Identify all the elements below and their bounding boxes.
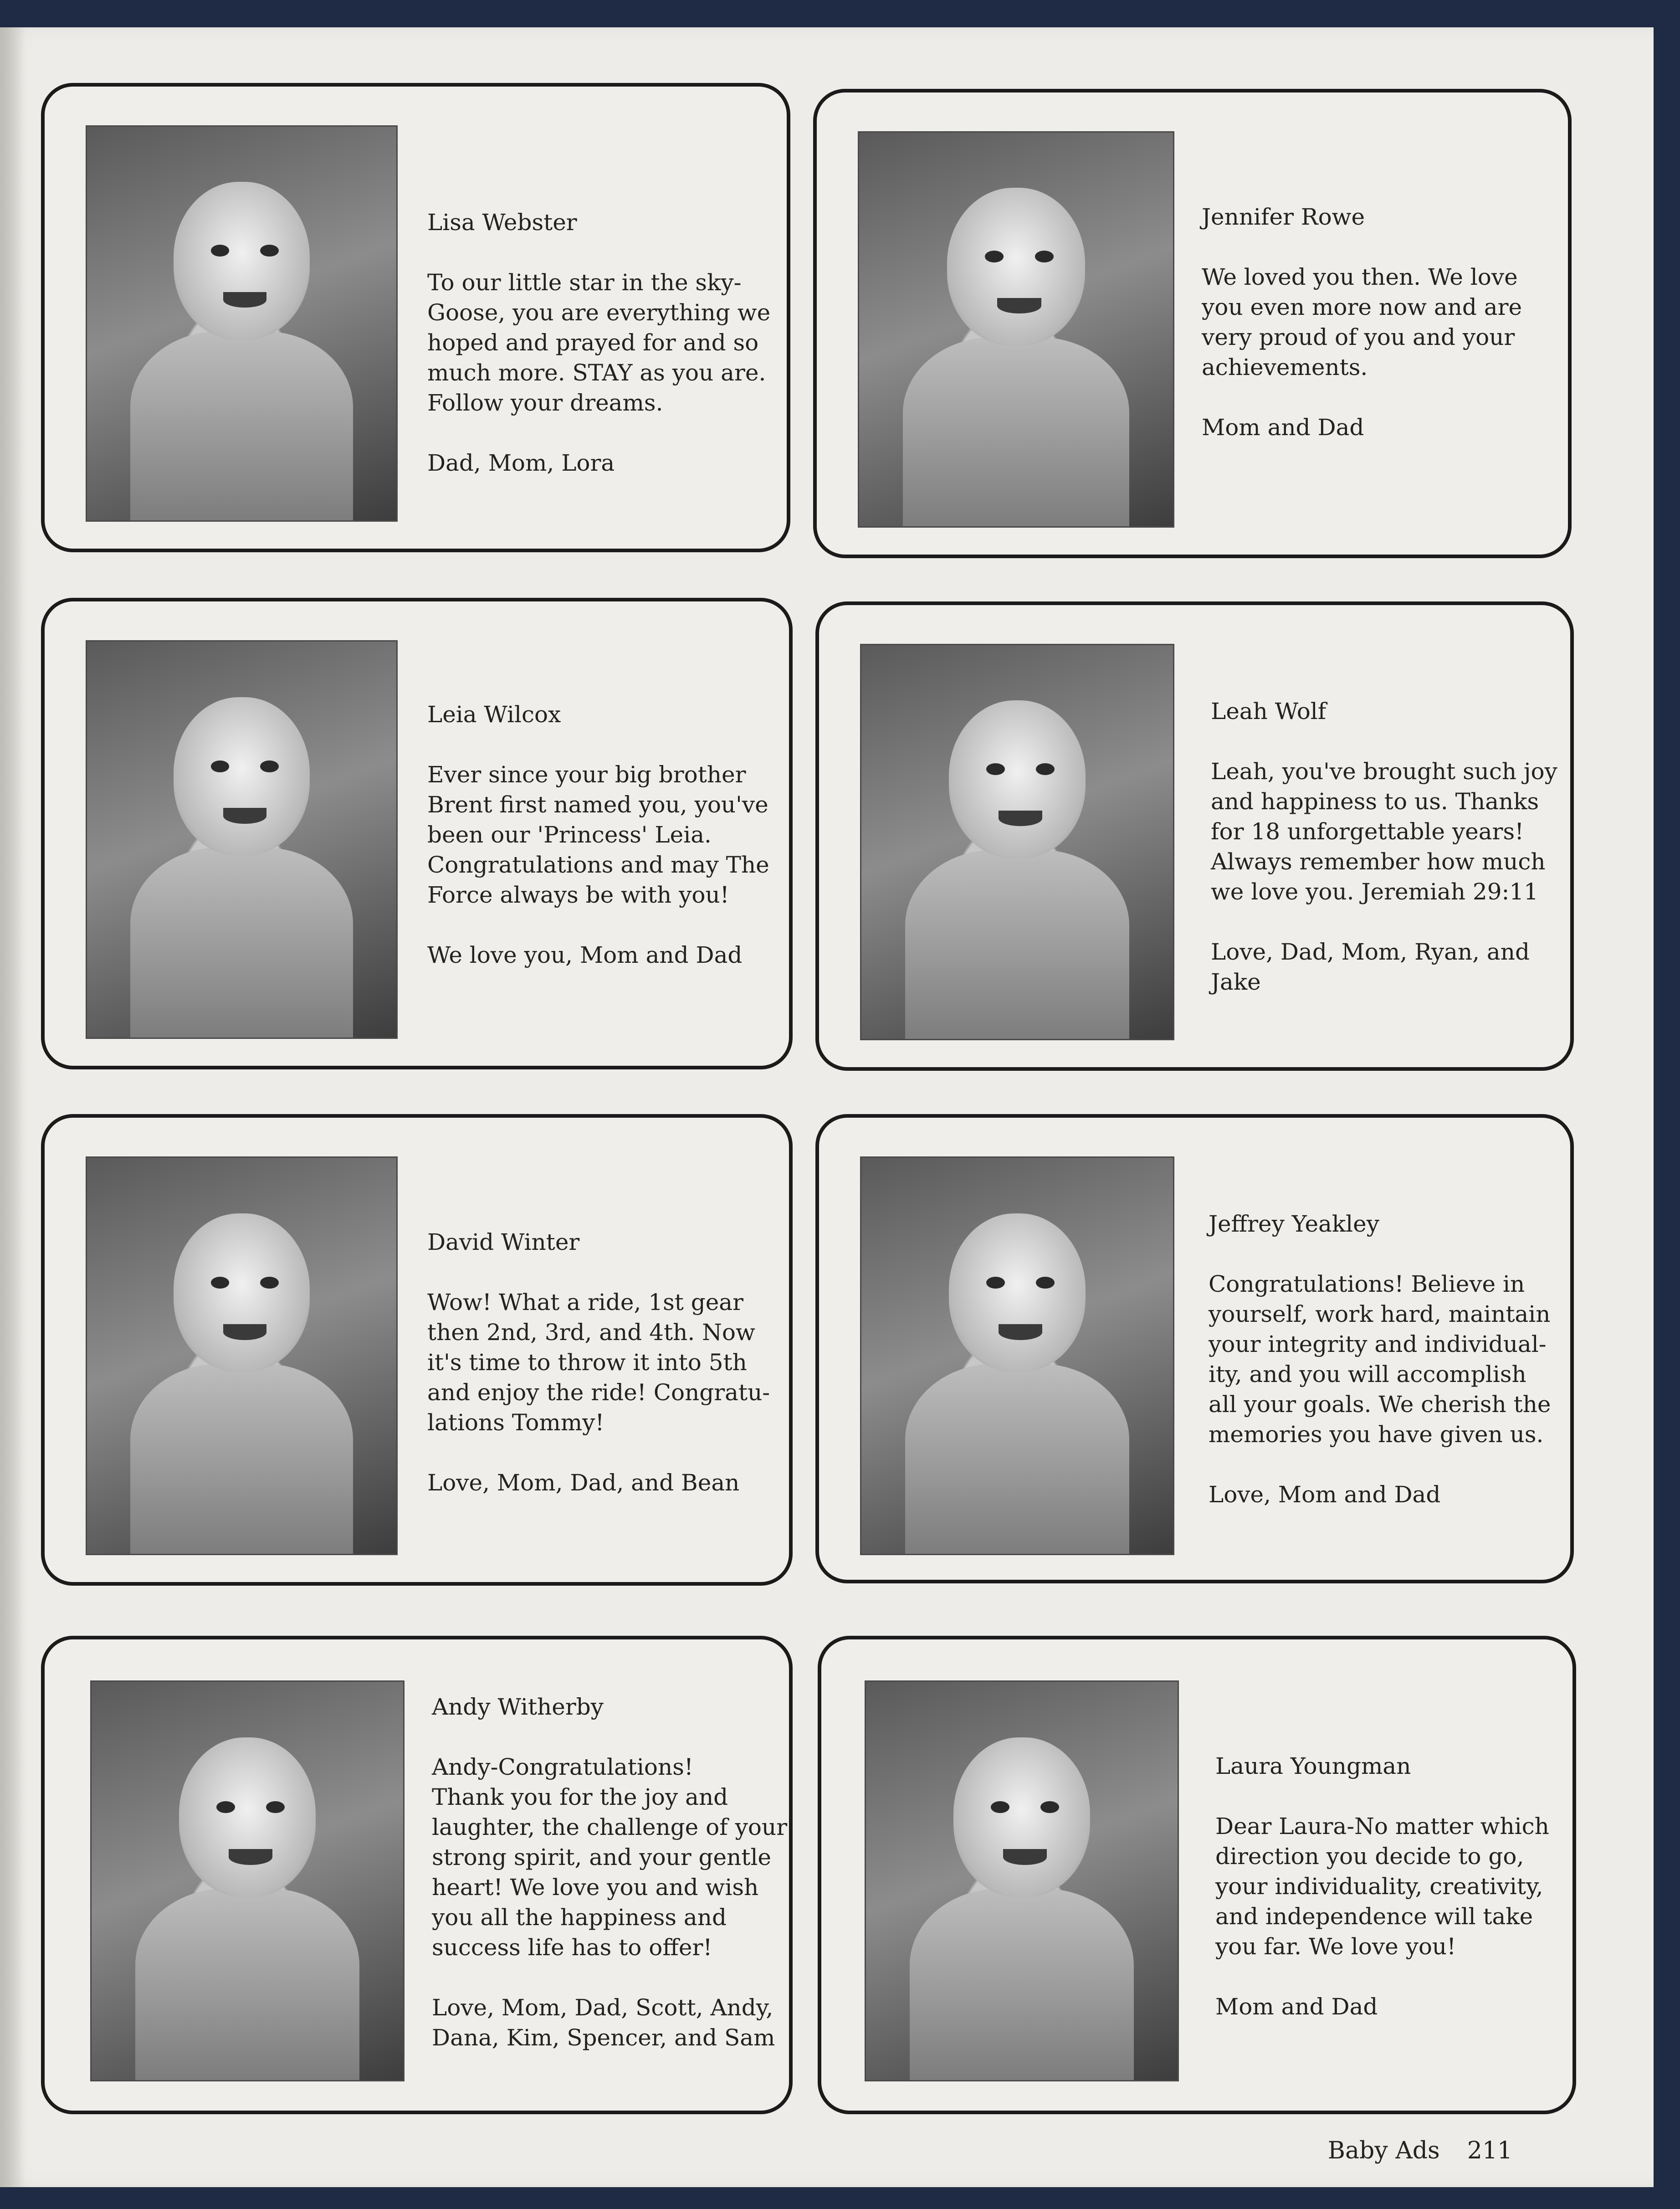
baby-ad-card [815, 1114, 1574, 1583]
baby-photo [860, 644, 1174, 1040]
student-name: Lisa Webster [427, 209, 577, 236]
student-name: David Winter [427, 1229, 580, 1255]
ad-text [427, 699, 769, 970]
baby-ad-card [813, 89, 1572, 558]
baby-photo [858, 131, 1174, 528]
student-name: Andy Witherby [432, 1694, 604, 1720]
baby-ad-card [815, 601, 1574, 1071]
baby-photo [865, 1680, 1179, 2081]
ad-signature: Love, Mom, Dad, Scott, Andy, Dana, Kim, Spencer, and Sam [432, 1994, 775, 2051]
baby-ad-card [818, 1636, 1576, 2114]
ad-signature: Love, Mom and Dad [1209, 1481, 1441, 1508]
ad-text [1209, 1209, 1551, 1510]
page-number: 211 [1467, 2137, 1512, 2164]
ad-signature: We love you, Mom and Dad [427, 942, 743, 968]
ad-signature: Dad, Mom, Lora [427, 450, 615, 476]
ad-message: Congratulations! Believe in yourself, work hard, maintain your integrity and individual- ity, and you will accomplish all your goals. We cherish the memories you have given us. [1209, 1271, 1551, 1448]
ad-message: Wow! What a ride, 1st gear then 2nd, 3rd, and 4th. Now it's time to throw it into 5th and enjoy the ride! Congratu- lations Tommy! [427, 1289, 770, 1436]
student-name: Laura Youngman [1215, 1753, 1411, 1779]
section-title: Baby Ads [1327, 2137, 1440, 2164]
ad-message: Ever since your big brother Brent first named you, you've been our 'Princess' Leia. Congratulations and may The Force always be with you! [427, 761, 769, 908]
student-name: Leah Wolf [1211, 698, 1327, 724]
ad-message: Dear Laura-No matter which direction you decide to go, your individuality, creativity, and independence will take you far. We love you! [1215, 1813, 1549, 1960]
ad-message: To our little star in the sky- Goose, you are everything we hoped and prayed for and so much more. STAY as you are. Follow your dreams. [427, 269, 771, 416]
ad-text [427, 1227, 770, 1498]
student-name: Leia Wilcox [427, 701, 561, 728]
ad-text [1215, 1751, 1549, 2022]
baby-photo [90, 1680, 405, 2081]
page-footer [1328, 2137, 1512, 2164]
ad-message: Leah, you've brought such joy and happiness to us. Thanks for 18 unforgettable years! Always remember how much we love you. Jeremiah 29:11 [1211, 758, 1557, 905]
yearbook-page [0, 27, 1654, 2187]
page-spine-shadow [0, 27, 25, 2187]
baby-ad-card [41, 598, 793, 1069]
ad-text [427, 207, 770, 478]
baby-photo [860, 1156, 1174, 1555]
ad-signature: Love, Mom, Dad, and Bean [427, 1469, 740, 1496]
ad-message: Andy-Congratulations! Thank you for the joy and laughter, the challenge of your strong spirit, and your gentle heart! We love you and wish you all the happiness and success life has to offer! [432, 1754, 788, 1961]
baby-photo [86, 1156, 398, 1555]
ad-text [432, 1692, 787, 2053]
student-name: Jennifer Rowe [1202, 204, 1365, 230]
baby-ad-card [41, 1636, 793, 2114]
baby-photo [86, 640, 398, 1039]
ad-text [1202, 202, 1522, 442]
ad-signature: Mom and Dad [1215, 1993, 1378, 2020]
student-name: Jeffrey Yeakley [1209, 1211, 1379, 1237]
baby-photo [86, 125, 398, 522]
ad-text [1211, 696, 1557, 997]
baby-ad-card [41, 83, 790, 552]
ad-message: We loved you then. We love you even more now and are very proud of you and your achievements. [1202, 264, 1522, 380]
ad-signature: Mom and Dad [1202, 414, 1364, 441]
ad-signature: Love, Dad, Mom, Ryan, and Jake [1211, 939, 1530, 995]
baby-ad-card [41, 1114, 793, 1586]
